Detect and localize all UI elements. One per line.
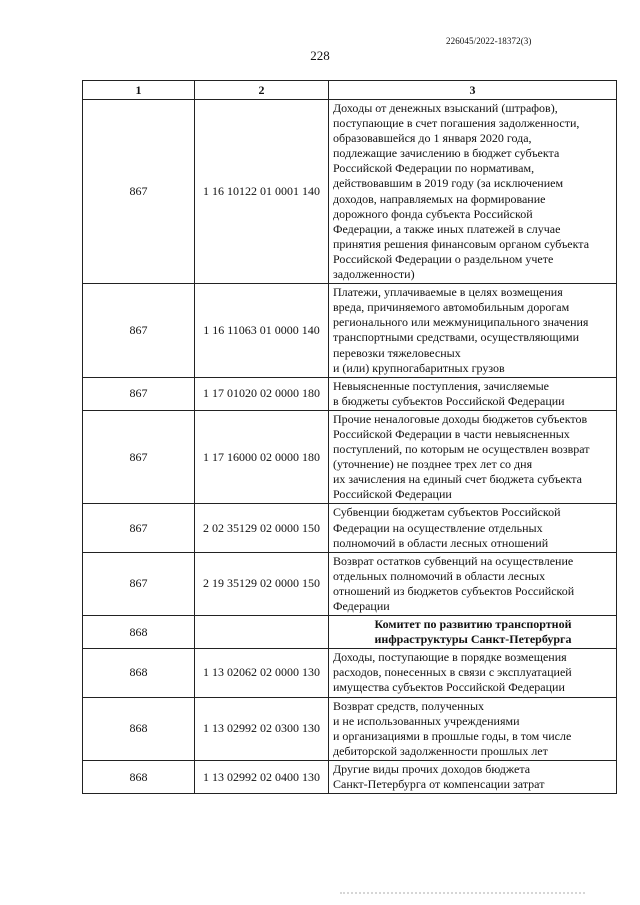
- description-line: Санкт-Петербурга от компенсации затрат: [333, 777, 545, 792]
- description-line: (уточнение) не позднее трех лет со дня: [333, 457, 533, 472]
- description-line: Комитет по развитию транспортной: [374, 617, 572, 632]
- description-line: Возврат остатков субвенций на осуществление: [333, 553, 574, 568]
- description-line: принятия решения финансовым органом субъекта: [333, 236, 590, 251]
- description-line: их зачисления на единый счет бюджета субъекта: [333, 472, 582, 487]
- description-line: Федерации на осуществление отдельных: [333, 520, 543, 535]
- description-line: и не использованных учреждениями: [333, 713, 520, 728]
- description-line: поступающие в счет погашения задолженности,: [333, 116, 580, 131]
- admin-code-cell: 867: [83, 504, 195, 552]
- description-line: Федерации: [333, 599, 390, 613]
- description-line: поступлений, по которым не осуществлен возврат: [333, 442, 590, 457]
- table-header-row: [83, 81, 617, 100]
- page-number: 228: [310, 48, 330, 63]
- admin-code-cell: 868: [83, 760, 195, 793]
- table-row: [83, 377, 617, 410]
- revenue-description-cell: [329, 504, 617, 552]
- revenue-description-cell: [329, 410, 617, 504]
- column-header-1: 1: [83, 81, 195, 100]
- table-row: [83, 504, 617, 552]
- description-line: вреда, причиняемого автомобильным дорогам: [333, 300, 570, 315]
- budget-classification-code-cell: 1 17 16000 02 0000 180: [195, 410, 329, 504]
- description-line: образовавшейся до 1 января 2020 года,: [333, 131, 532, 146]
- description-line: и организациями в прошлые годы, в том числе: [333, 728, 572, 743]
- revenue-description-cell: [329, 552, 617, 615]
- description-line: Невыясненные поступления, зачисляемые: [333, 378, 549, 393]
- description-line: Российской Федерации в части невыясненных: [333, 426, 570, 441]
- description-line: Возврат средств, полученных: [333, 698, 485, 713]
- description-line: отношений из бюджетов субъектов Российской: [333, 583, 575, 598]
- description-line: Доходы, поступающие в порядке возмещения: [333, 650, 567, 665]
- budget-classification-code-cell: 1 16 10122 01 0001 140: [195, 100, 329, 284]
- description-line: отдельных полномочий в области лесных: [333, 568, 546, 583]
- budget-classification-code-cell: 1 13 02992 02 0400 130: [195, 760, 329, 793]
- budget-classification-code-cell: 2 19 35129 02 0000 150: [195, 552, 329, 615]
- description-line: Другие виды прочих доходов бюджета: [333, 761, 531, 776]
- description-line: Российской Федерации о раздельном учете: [333, 251, 554, 266]
- revenue-description-cell: [329, 377, 617, 410]
- document-id: 226045/2022-18372(3): [446, 36, 532, 46]
- description-line: Российской Федерации: [333, 487, 452, 502]
- description-line: имущества субъектов Российской Федерации: [333, 680, 565, 695]
- budget-classification-code-cell: 1 13 02062 02 0000 130: [195, 649, 329, 697]
- admin-code-cell: 868: [83, 649, 195, 697]
- table-row: [83, 760, 617, 793]
- revenue-codes-table: [82, 80, 617, 794]
- admin-code-cell: 868: [83, 697, 195, 760]
- description-line: дорожного фонда субъекта Российской: [333, 206, 533, 221]
- revenue-description-cell: [329, 760, 617, 793]
- table-row: [83, 284, 617, 378]
- column-header-3: 3: [329, 81, 617, 100]
- table-row: [83, 616, 617, 649]
- admin-code-cell: 867: [83, 100, 195, 284]
- description-line: дебиторской задолженности прошлых лет: [333, 743, 548, 758]
- description-line: задолженности): [333, 267, 415, 282]
- description-line: инфраструктуры Санкт-Петербурга: [374, 632, 572, 647]
- revenue-description-cell: [329, 649, 617, 697]
- budget-classification-code-cell: [195, 616, 329, 649]
- revenue-description-cell: [329, 616, 617, 649]
- description-line: подлежащие зачислению в бюджет субъекта: [333, 146, 560, 161]
- description-line: Доходы от денежных взысканий (штрафов),: [333, 101, 558, 115]
- admin-code-cell: 867: [83, 284, 195, 378]
- table-row: [83, 410, 617, 504]
- revenue-description-cell: [329, 284, 617, 378]
- column-header-2: 2: [195, 81, 329, 100]
- revenue-description-cell: [329, 697, 617, 760]
- description-line: перевозки тяжеловесных: [333, 345, 461, 360]
- description-line: Федерации, а также иных платежей в случае: [333, 221, 561, 236]
- description-line: Субвенции бюджетам субъектов Российской: [333, 505, 561, 520]
- description-line: действовавшим в 2019 году (за исключением: [333, 176, 564, 191]
- table-row: [83, 100, 617, 284]
- description-line: Платежи, уплачиваемые в целях возмещения: [333, 285, 563, 300]
- admin-code-cell: 867: [83, 410, 195, 504]
- description-line: Прочие неналоговые доходы бюджетов субъектов: [333, 411, 588, 426]
- description-line: полномочий в области лесных отношений: [333, 535, 549, 550]
- admin-code-cell: 867: [83, 552, 195, 615]
- table-row: [83, 552, 617, 615]
- table-row: [83, 649, 617, 697]
- description-line: расходов, понесенных в связи с эксплуатацией: [333, 665, 572, 680]
- budget-classification-code-cell: 1 16 11063 01 0000 140: [195, 284, 329, 378]
- admin-code-cell: 867: [83, 377, 195, 410]
- description-line: доходов, направляемых на формирование: [333, 191, 546, 206]
- description-line: Российской Федерации по нормативам,: [333, 161, 535, 176]
- budget-classification-code-cell: 2 02 35129 02 0000 150: [195, 504, 329, 552]
- description-line: и (или) крупногабаритных грузов: [333, 360, 505, 375]
- admin-code-cell: 868: [83, 616, 195, 649]
- description-line: в бюджеты субъектов Российской Федерации: [333, 393, 565, 408]
- description-line: регионального или межмуниципального значения: [333, 315, 589, 330]
- revenue-description-cell: [329, 100, 617, 284]
- scan-artifact: [340, 892, 585, 898]
- table-row: [83, 697, 617, 760]
- description-line: транспортными средствами, осуществляющими: [333, 330, 580, 345]
- budget-classification-code-cell: 1 13 02992 02 0300 130: [195, 697, 329, 760]
- budget-classification-code-cell: 1 17 01020 02 0000 180: [195, 377, 329, 410]
